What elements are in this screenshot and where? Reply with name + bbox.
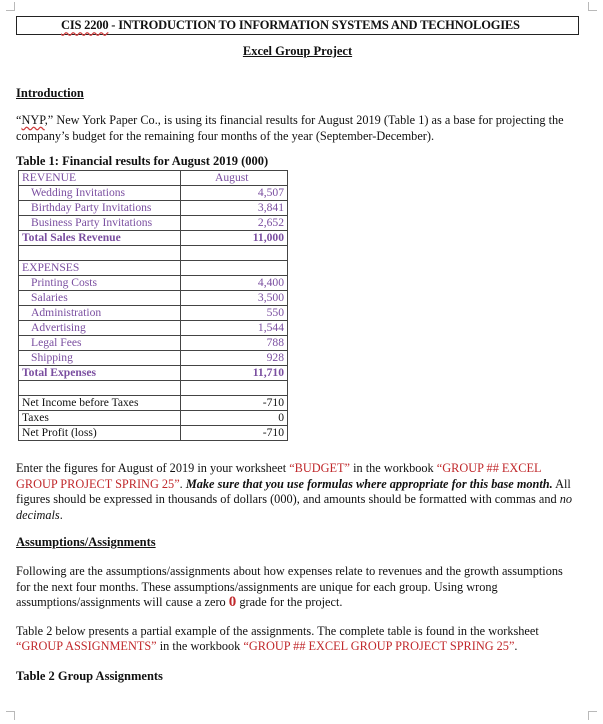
total-revenue-row: Total Sales Revenue 11,000 [19,231,288,246]
month-header: August [181,171,288,186]
table2-intro-paragraph: Table 2 below presents a partial example of the assignments. The complete table is found in the worksheet “GROUP ASSIGNMENTS” in the workbook “GROUP ## EXCEL GROUP PROJECT SPRING 25”. [16,623,539,653]
table-row: Taxes 0 [19,411,288,426]
course-code: CIS 2200 [61,18,109,32]
table-row: Administration 550 [19,306,288,321]
table-row [19,261,288,276]
page-corner-mark [6,711,15,720]
table-row: Net Income before Taxes -710 [19,396,288,411]
document-subtitle: Excel Group Project [242,44,353,58]
introduction-heading: Introduction [16,86,84,100]
table-row: Salaries 3,500 [19,291,288,306]
total-expenses-row: Total Expenses 11,710 [19,366,288,381]
document-page[interactable] [16,0,579,684]
expenses-section-label: EXPENSES [19,261,181,276]
financial-results-table [18,170,288,441]
table-row: Birthday Party Invitations 3,841 [19,201,288,216]
page-corner-mark [588,711,597,720]
table-row: Legal Fees 788 [19,336,288,351]
spacer-row [19,246,288,261]
introduction-paragraph: “NYP,” New York Paper Co., is using its financial results for August 2019 (Table 1) as a base for projecting the company’s budget for the remaining four months of the year (September-December). [16,113,564,143]
table-row: Wedding Invitations 4,507 [19,186,288,201]
table-row: Shipping 928 [19,351,288,366]
course-name: - INTRODUCTION TO INFORMATION SYSTEMS AND TECHNOLOGIES [108,18,520,32]
page-corner-mark [588,2,597,11]
zero-grade-mark: 0 [228,594,237,610]
page-corner-mark [6,2,15,11]
table2-caption: Table 2 Group Assignments [16,668,163,683]
assumptions-heading: Assumptions/Assignments [16,535,156,549]
spacer-row [19,381,288,396]
revenue-section-label: REVENUE [19,171,181,186]
course-title [16,16,579,35]
table1-caption: Table 1: Financial results for August 2019 (000) [16,154,269,168]
table-row: Printing Costs 4,400 [19,276,288,291]
table-row: Business Party Invitations 2,652 [19,216,288,231]
table-row: Advertising 1,544 [19,321,288,336]
table-row: Net Profit (loss) -710 [19,426,288,441]
table-row [19,171,288,186]
assumptions-paragraph: Following are the assumptions/assignments about how expenses relate to revenues and the growth assumptions for the next four months. These assumptions/assignments are unique for each group. Using wrong assumptions/assignments will cause a zero 0 grade for the project. [16,564,563,610]
instructions-paragraph: Enter the figures for August of 2019 in your worksheet “BUDGET” in the workbook “GROUP ## EXCEL GROUP PROJECT SPRING 25”. Make sure that you use formulas where appropriate for this base month. All figures should be expressed in thousands of dollars (000), and amounts should be formatted with commas and no decimals. [16,461,572,522]
